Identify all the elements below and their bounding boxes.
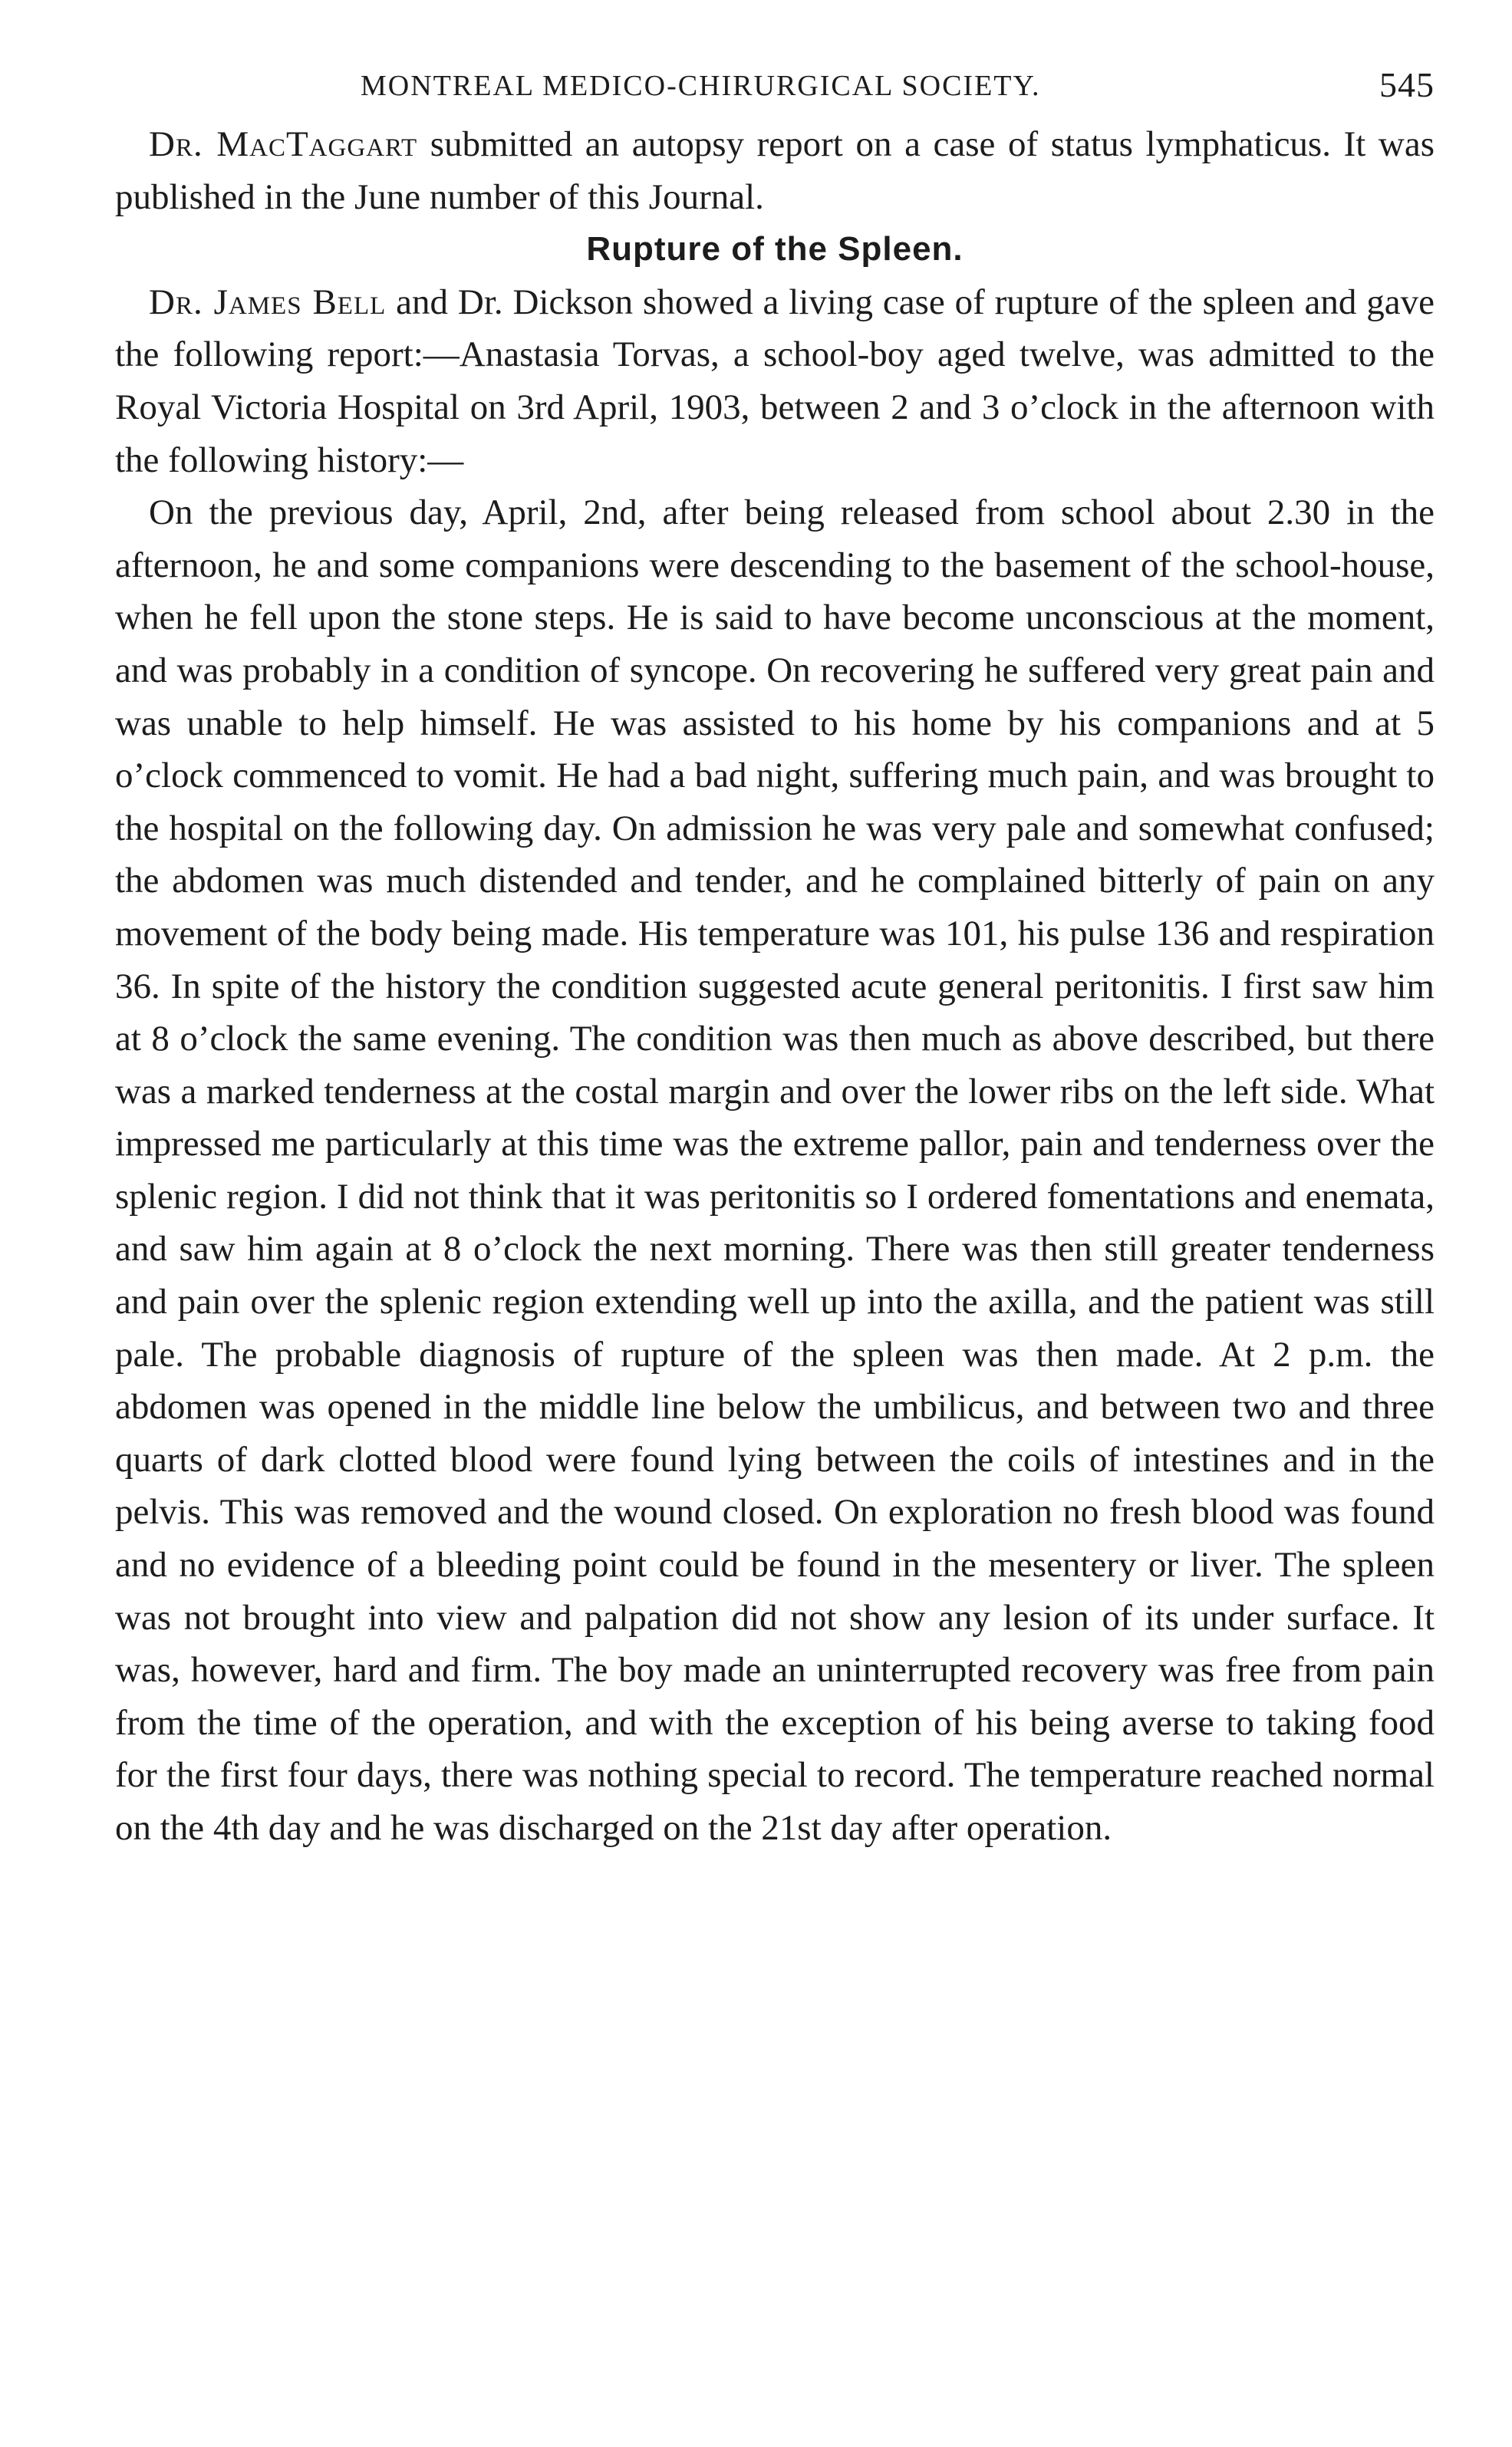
paragraph-case-introduction bbox=[115, 276, 1435, 486]
page-number: 545 bbox=[1379, 65, 1435, 104]
running-head bbox=[115, 65, 1435, 118]
paragraph-case-history: On the previous day, April, 2nd, after being released from school about 2.30 in the afternoon, he and some companions were descending to the basement of the school-house, when he fell upon the stone steps. He is said to have become unconscious at the moment, and was probably in a condition of syncope. On recovering he suffered very great pain and was unable to help himself. He was assisted to his home by his companions and at 5 o’clock commenced to vomit. He had a bad night, suffering much pain, and was brought to the hospital on the following day. On admission he was very pale and somewhat confused; the abdomen was much distended and tender, and he complained bitterly of pain on any movement of the body being made. His temperature was 101, his pulse 136 and respiration 36. In spite of the history the condition suggested acute general peritonitis. I first saw him at 8 o’clock the same evening. The condition was then much as above described, but there was a marked tenderness at the costal margin and over the lower ribs on the left side. What impressed me particularly at this time was the extreme pallor, pain and tenderness over the splenic region. I did not think that it was peritonitis so I ordered fomentations and enemata, and saw him again at 8 o’clock the next morning. There was then still greater tenderness and pain over the splenic region extending well up into the axilla, and the patient was still pale. The probable diagnosis of rupture of the spleen was then made. At 2 p.m. the abdomen was opened in the middle line below the umbilicus, and between two and three quarts of dark clotted blood were found lying between the coils of intestines and in the pelvis. This was removed and the wound closed. On exploration no fresh blood was found and no evidence of a bleeding point could be found in the mesentery or liver. The spleen was not brought into view and palpation did not show any lesion of its under surface. It was, however, hard and firm. The boy made an uninterrupted recovery was free from pain from the time of the operation, and with the exception of his being averse to taking food for the first four days, there was nothing special to record. The temperature reached normal on the 4th day and he was discharged on the 21st day after operation. bbox=[115, 492, 1435, 1848]
author-name: Dr. MacTaggart bbox=[149, 124, 418, 164]
journal-page bbox=[115, 65, 1435, 1855]
paragraph-text: and Dr. Dickson showed a living case of rupture of the spleen and gave the following report:—Anastasia Torvas, a school-boy aged twelve, was admitted to the Royal Victoria Hospital on 3rd April, 1903, between 2 and 3 o’clock in the afternoon with the following history:— bbox=[115, 282, 1435, 480]
author-name: Dr. James Bell bbox=[149, 282, 387, 322]
paragraph-autopsy-report bbox=[115, 118, 1435, 223]
section-heading: Rupture of the Spleen. bbox=[586, 230, 964, 268]
running-head-title: MONTREAL MEDICO-CHIRURGICAL SOCIETY. bbox=[361, 70, 1041, 102]
article-body bbox=[115, 118, 1435, 1855]
paragraph-text: submitted an autopsy report on a case of status lymphaticus. It was published in the June number of this Journal. bbox=[115, 124, 1435, 217]
